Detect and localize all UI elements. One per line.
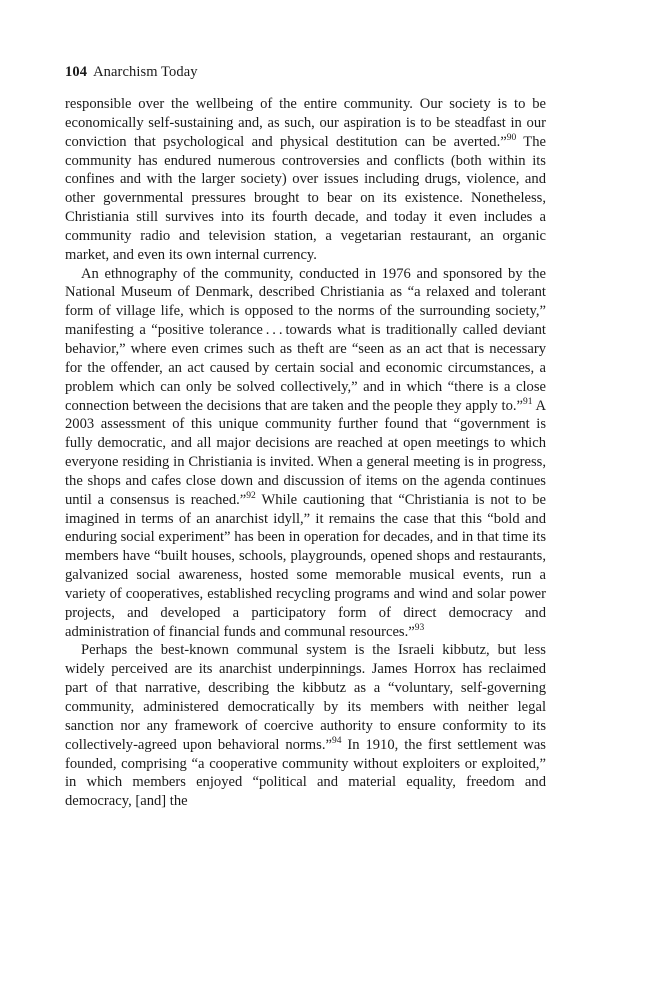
paragraph-kibbutz (65, 641, 546, 811)
paragraph-christiania-ethnography (65, 265, 546, 642)
running-header (65, 62, 546, 82)
text-run: responsible over the wellbeing of the entire community. Our society is to be economically self-sustaining and, as such, our aspiration is to be steadfast in our conviction that psychological and physical destitution can be averted.” (65, 96, 546, 150)
footnote-ref-93[interactable]: 93 (414, 622, 425, 633)
text-run: An ethnography of the community, conducted in 1976 and sponsored by the National Museum of Denmark, described Christiania as “a relaxed and tolerant form of village life, which is opposed to the norms of the surrounding society,” manifesting a “positive tolerance . . . towards what is traditionally called deviant behavior,” where even crimes such as theft are “seen as an act that is necessary for the offender, an act caused by certain social and economic circumstances, a problem which can only be solved collectively,” and in which “there is a close connection between the decisions that are taken and the people they apply to.” (65, 265, 546, 414)
page-number: 104 (65, 64, 88, 80)
text-run: In 1910, the first settlement was founded, comprising “a cooperative community without exploiters or exploited,” in which members enjoyed “political and material equality, freedom and democracy, [and] the (65, 736, 546, 810)
footnote-ref-94[interactable]: 94 (331, 735, 342, 746)
paragraph-continued (65, 95, 546, 265)
footnote-ref-90[interactable]: 90 (506, 132, 517, 143)
text-run: While cautioning that “Christiania is not to be imagined in terms of an anarchist idyll,” it remains the case that this “bold and enduring social experiment” has been in operation for decades, and in that time its members have “built houses, schools, playgrounds, opened shops and restaurants, galvanized social awareness, hosted some memorable musical events, run a variety of cooperatives, established recycling programs and wind and solar power projects, and developed a participatory form of direct democracy and administration of financial funds and communal resources.” (65, 491, 547, 640)
running-title: Anarchism Today (93, 64, 198, 80)
footnote-ref-92[interactable]: 92 (246, 490, 256, 501)
book-page (65, 62, 546, 811)
text-run: Perhaps the best-known communal system is the Israeli kibbutz, but less widely perceived are its anarchist underpinnings. James Horrox has reclaimed part of that narrative, describing the kibbutz as a “voluntary, self-governing community, administered democratically by its members with neither legal sanction nor any framework of coercive authority to ensure conformity to its collectively-agreed upon behavioral norms.” (65, 642, 546, 753)
text-run: The community has endured numerous controversies and conflicts (both within its confines and with the larger society) over issues including drugs, violence, and other governmental pressures brought to bear on its existence. Nonetheless, Christiania still survives into its fourth decade, and today it even includes a community radio and television station, a vegetarian restaurant, an organic market, and even its own internal currency. (65, 133, 546, 263)
footnote-ref-91[interactable]: 91 (523, 396, 533, 407)
body-text (65, 95, 546, 811)
text-run: A 2003 assessment of this unique community further found that “government is fully democratic, and all major decisions are reached at open meetings to which everyone residing in Christiania is invited. When a general meeting is in progress, the shops and cafes close down and discussion of items on the agenda continues until a consensus is reached.” (65, 397, 546, 508)
